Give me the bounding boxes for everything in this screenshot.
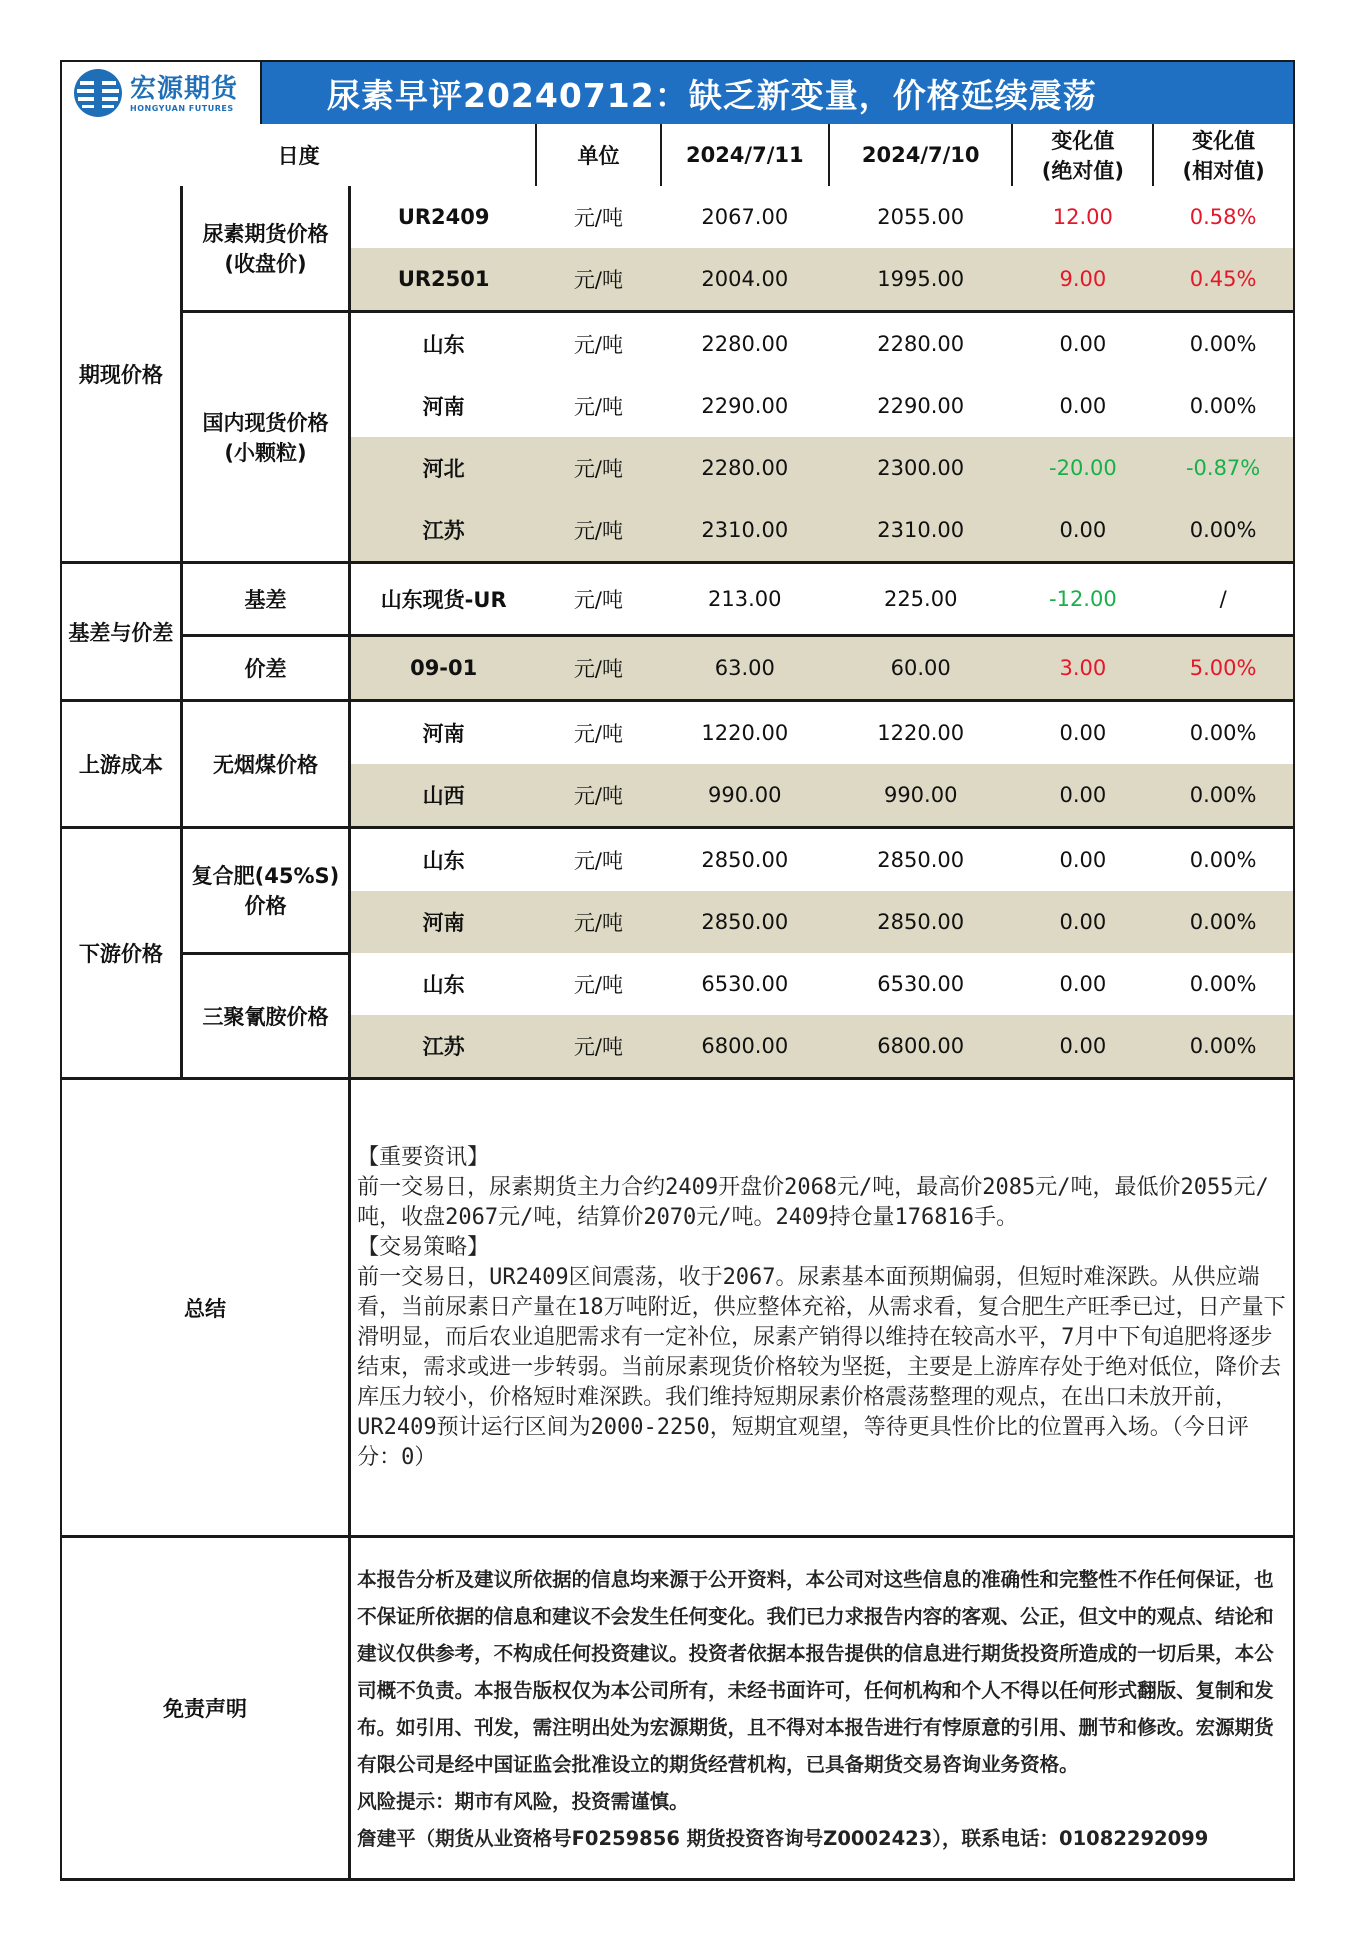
row-change-rel: 0.00% xyxy=(1153,499,1294,563)
subcategory-spread: 价差 xyxy=(181,636,349,701)
row-date2-value: 2310.00 xyxy=(829,499,1013,563)
row-date1-value: 2067.00 xyxy=(701,205,789,229)
subcategory-basis: 基差 xyxy=(181,563,349,636)
summary-text: 【重要资讯】 前一交易日，尿素期货主力合约2409开盘价2068元/吨，最高价2085元/吨，最低价2055元/吨，收盘2067元/吨，结算价2070元/吨。2409持仓量176816手。 【交易策略】 前一交易日，UR2409区间震荡，收于2067。尿素基本面预期偏弱，但短时难深跌。从供应端看，当前尿素日产量在18万吨附近，供应整体充裕，从需求看，复合肥生产旺季已过，日产量下滑明显，而后农业追肥需求有一定补位，尿素产销得以维持在较高水平，7月中下旬追肥将逐步结束，需求或进一步转弱。当前尿素现货价格较为坚挺，主要是上游库存处于绝对低位，降价去库压力较小，价格短时难深跌。我们维持短期尿素价格震荡整理的观点，在出口未放开前，UR2409预计运行区间为2000-2250，短期宜观望，等待更具性价比的位置再入场。（今日评分：0） xyxy=(357,1144,1286,1470)
subcategory-futures-price: 尿素期货价格 (收盘价) xyxy=(181,186,349,312)
report-banner xyxy=(60,60,1295,124)
row-item: UR2409 xyxy=(397,205,490,229)
row-item: 山东 xyxy=(422,333,465,357)
row-change-abs: 0.00 xyxy=(1012,1015,1153,1079)
category-downstream: 下游价格 xyxy=(61,828,181,1079)
table-row xyxy=(61,186,1294,248)
table-row xyxy=(61,563,1294,636)
table-row xyxy=(61,636,1294,701)
row-date2-value: 2280.00 xyxy=(877,332,965,356)
table-row xyxy=(61,953,1294,1015)
row-date2-value: 225.00 xyxy=(829,563,1013,636)
row-item: 山东 xyxy=(422,973,465,997)
row-date1-value: 213.00 xyxy=(661,563,829,636)
row-date1-value: 2290.00 xyxy=(701,394,789,418)
row-unit: 元/吨 xyxy=(573,395,623,419)
subcategory-domestic-spot: 国内现货价格 (小颗粒) xyxy=(181,312,349,563)
summary-content xyxy=(350,1079,1294,1537)
row-change-abs: 0.00 xyxy=(1059,972,1107,996)
header-dimension: 日度 xyxy=(61,124,536,186)
row-change-rel: 0.00% xyxy=(1153,312,1294,376)
row-change-abs: 9.00 xyxy=(1012,248,1153,312)
row-date1-value: 63.00 xyxy=(661,636,829,701)
row-change-abs: -12.00 xyxy=(1012,563,1153,636)
row-date2-value: 1220.00 xyxy=(877,721,965,745)
row-date1-value: 6530.00 xyxy=(701,972,789,996)
row-item: 河南 xyxy=(422,722,465,746)
row-unit: 元/吨 xyxy=(536,563,660,636)
row-item: 09-01 xyxy=(350,636,537,701)
author-contact: 詹建平（期货从业资格号F0259856 期货投资咨询号Z0002423），联系电话：01082292099 xyxy=(357,1827,1209,1850)
header-date1: 2024/7/11 xyxy=(661,124,829,186)
header-unit: 单位 xyxy=(536,124,660,186)
row-item: 山西 xyxy=(350,764,537,828)
row-date2-value: 2850.00 xyxy=(877,848,965,872)
row-unit: 元/吨 xyxy=(573,849,623,873)
row-date1-value: 990.00 xyxy=(661,764,829,828)
row-change-abs: 0.00 xyxy=(1012,499,1153,563)
row-item: 江苏 xyxy=(350,1015,537,1079)
table-row xyxy=(61,701,1294,765)
row-unit: 元/吨 xyxy=(573,206,623,230)
row-unit: 元/吨 xyxy=(573,973,623,997)
row-change-abs: 0.00 xyxy=(1059,848,1107,872)
row-date1-value: 2004.00 xyxy=(661,248,829,312)
row-change-rel: 0.00% xyxy=(1153,701,1294,765)
row-change-rel: 0.45% xyxy=(1153,248,1294,312)
disclaimer-label: 免责声明 xyxy=(61,1537,350,1880)
subcategory-anthracite: 无烟煤价格 xyxy=(181,701,349,828)
header-change-rel: 变化值 (相对值) xyxy=(1153,124,1294,186)
table-row xyxy=(61,312,1294,376)
row-change-abs: 0.00 xyxy=(1012,764,1153,828)
report-page xyxy=(60,60,1295,1881)
header-date2: 2024/7/10 xyxy=(829,124,1013,186)
header-change-abs: 变化值 (绝对值) xyxy=(1012,124,1153,186)
row-date1-value: 2850.00 xyxy=(701,848,789,872)
row-date1-value: 2280.00 xyxy=(661,437,829,499)
row-unit: 元/吨 xyxy=(573,722,623,746)
row-change-abs: 0.00 xyxy=(1059,332,1107,356)
row-unit: 元/吨 xyxy=(536,891,660,953)
row-change-rel: 0.00% xyxy=(1153,764,1294,828)
logo-chinese-name: 宏源期货 xyxy=(130,73,239,104)
row-change-rel: 0.00% xyxy=(1153,375,1294,437)
category-spot-futures: 期现价格 xyxy=(61,186,181,563)
row-unit: 元/吨 xyxy=(536,764,660,828)
row-change-rel: -0.87% xyxy=(1153,437,1294,499)
row-change-abs: 3.00 xyxy=(1012,636,1153,701)
row-change-abs: -20.00 xyxy=(1012,437,1153,499)
logo-globe-icon xyxy=(72,67,124,119)
category-basis-spread: 基差与价差 xyxy=(61,563,181,701)
row-date2-value: 6530.00 xyxy=(877,972,965,996)
row-date1-value: 6800.00 xyxy=(661,1015,829,1079)
row-change-rel: 0.58% xyxy=(1153,186,1294,248)
row-change-rel: / xyxy=(1153,563,1294,636)
row-item: 山东现货-UR xyxy=(350,563,537,636)
table-row xyxy=(61,828,1294,892)
row-date1-value: 1220.00 xyxy=(701,721,789,745)
row-item: 江苏 xyxy=(350,499,537,563)
row-unit: 元/吨 xyxy=(536,437,660,499)
row-unit: 元/吨 xyxy=(536,248,660,312)
row-date2-value: 2290.00 xyxy=(877,394,965,418)
row-item: 河南 xyxy=(350,891,537,953)
row-date2-value: 2850.00 xyxy=(829,891,1013,953)
row-date2-value: 990.00 xyxy=(829,764,1013,828)
row-item: 山东 xyxy=(422,849,465,873)
row-change-abs: 0.00 xyxy=(1059,721,1107,745)
row-date1-value: 2850.00 xyxy=(661,891,829,953)
row-date2-value: 60.00 xyxy=(829,636,1013,701)
price-table xyxy=(60,124,1295,1881)
summary-row xyxy=(61,1079,1294,1537)
subcategory-compound-fertilizer: 复合肥(45%S) 价格 xyxy=(181,828,349,954)
row-item: 河北 xyxy=(350,437,537,499)
category-upstream: 上游成本 xyxy=(61,701,181,828)
report-title: 尿素早评20240712：缺乏新变量，价格延续震荡 xyxy=(262,62,1293,124)
row-unit: 元/吨 xyxy=(536,499,660,563)
logo-english-name: HONGYUAN FUTURES xyxy=(130,103,234,113)
disclaimer-content xyxy=(350,1537,1294,1880)
row-change-rel: 0.00% xyxy=(1153,828,1294,892)
risk-warning: 风险提示：期市有风险，投资需谨慎。 xyxy=(357,1790,689,1813)
row-change-rel: 5.00% xyxy=(1153,636,1294,701)
disclaimer-text: 本报告分析及建议所依据的信息均来源于公开资料，本公司对这些信息的准确性和完整性不作任何保证，也不保证所依据的信息和建议不会发生任何变化。我们已力求报告内容的客观、公正，但文中的观点、结论和建议仅供参考，不构成任何投资建议。投资者依据本报告提供的信息进行期货投资所造成的一切后果，本公司概不负责。本报告版权仅为本公司所有，未经书面许可，任何机构和个人不得以任何形式翻版、复制和发布。如引用、刊发，需注明出处为宏源期货，且不得对本报告进行有悖原意的引用、删节和修改。宏源期货有限公司是经中国证监会批准设立的期货经营机构，已具备期货交易咨询业务资格。 xyxy=(357,1568,1274,1776)
table-header-row xyxy=(61,124,1294,186)
row-change-abs: 12.00 xyxy=(1052,205,1113,229)
row-date1-value: 2310.00 xyxy=(661,499,829,563)
row-unit: 元/吨 xyxy=(573,333,623,357)
row-date2-value: 2300.00 xyxy=(829,437,1013,499)
row-unit: 元/吨 xyxy=(536,1015,660,1079)
row-date2-value: 2055.00 xyxy=(877,205,965,229)
disclaimer-row xyxy=(61,1537,1294,1880)
row-change-rel: 0.00% xyxy=(1153,1015,1294,1079)
row-date2-value: 6800.00 xyxy=(829,1015,1013,1079)
row-date1-value: 2280.00 xyxy=(701,332,789,356)
row-date2-value: 1995.00 xyxy=(829,248,1013,312)
row-change-abs: 0.00 xyxy=(1059,394,1107,418)
row-item: UR2501 xyxy=(350,248,537,312)
subcategory-melamine: 三聚氰胺价格 xyxy=(181,953,349,1079)
row-item: 河南 xyxy=(422,395,465,419)
row-change-rel: 0.00% xyxy=(1153,891,1294,953)
row-change-abs: 0.00 xyxy=(1012,891,1153,953)
summary-label: 总结 xyxy=(61,1079,350,1537)
company-logo xyxy=(62,62,262,124)
row-unit: 元/吨 xyxy=(536,636,660,701)
row-change-rel: 0.00% xyxy=(1153,953,1294,1015)
